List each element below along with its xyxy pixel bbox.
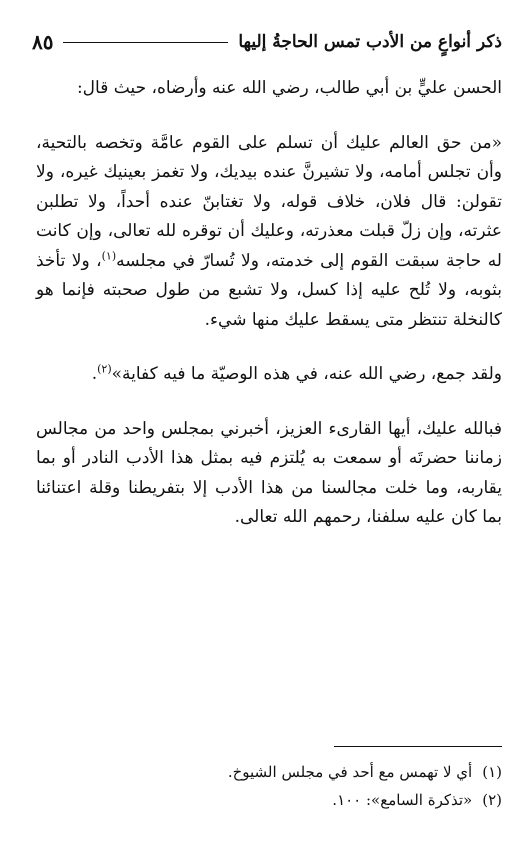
footnote-number: (٢): [482, 791, 502, 809]
header-rule: [63, 42, 228, 43]
footnote-ref-2[interactable]: (٢): [97, 362, 112, 376]
paragraph-quote-tail: ، ولا تأخذ بثوبه، ولا تُلح عليه إذا كسل، ولا تشبع من طول صحبته فإنما هو كالنخلة تنتظر متى يسقط عليك منها شيء.: [36, 250, 502, 330]
paragraph-comment-text: ولقد جمع، رضي الله عنه، في هذه الوصيّة ما فيه كفاية»: [111, 364, 502, 384]
footnotes: [32, 758, 502, 814]
footnote-item: [32, 758, 502, 786]
paragraph-intro: [36, 74, 502, 104]
page-body: [32, 74, 502, 533]
chapter-title: ذكر أنواعٍ من الأدب تمس الحاجةُ إليها: [238, 32, 502, 52]
paragraph-comment: [36, 360, 502, 390]
paragraph-question-text: فبالله عليك، أيها القارىء العزيز، أخبرني بمجلس واحد من مجالس زماننا حضرتَه أو سمعت به يُلتزم فيه بمثل هذا الأدب النادر أو بما يقاربه، وما خلت مجالسنا من هذا الأدب إلا بتفريطنا وقلة اعتنائنا بما كان عليه سلفنا، رحمهم الله تعالى.: [36, 418, 502, 527]
footnote-number: (١): [482, 763, 502, 781]
paragraph-quote: [36, 129, 502, 336]
footnote-ref-1[interactable]: (١): [101, 248, 117, 262]
page-number: ٨٥: [32, 30, 54, 54]
footnote-item: [32, 786, 502, 814]
footnote-separator: [334, 746, 502, 747]
paragraph-quote-text: «من حق العالم عليك أن تسلم على القوم عامَّة وتخصه بالتحية، وأن تجلس أمامه، ولا تشيرنَّ عنده بيديك، ولا تغمز بعينيك غيره، ولا تقولن: قال فلان، خلاف قوله، ولا تغتابنّ عنده أحداً، ولا تطلبن عثرته، وإن زلّ قبلت معذرته، وعليك أن توقره لله تعالى، وإن كانت له حاجة سبقت القوم إلى خدمته، ولا تُسارّ في مجلسه: [36, 132, 502, 271]
footnote-text: «تذكرة السامع»: ١٠٠.: [332, 791, 473, 809]
paragraph-question: [36, 415, 502, 533]
paragraph-comment-end: .: [91, 364, 98, 384]
paragraph-intro-text: الحسن عليٍّ بن أبي طالب، رضي الله عنه وأرضاه، حيث قال:: [76, 78, 502, 98]
footnote-text: أي لا تهمس مع أحد في مجلس الشيوخ.: [227, 763, 473, 781]
running-header: [32, 28, 502, 56]
